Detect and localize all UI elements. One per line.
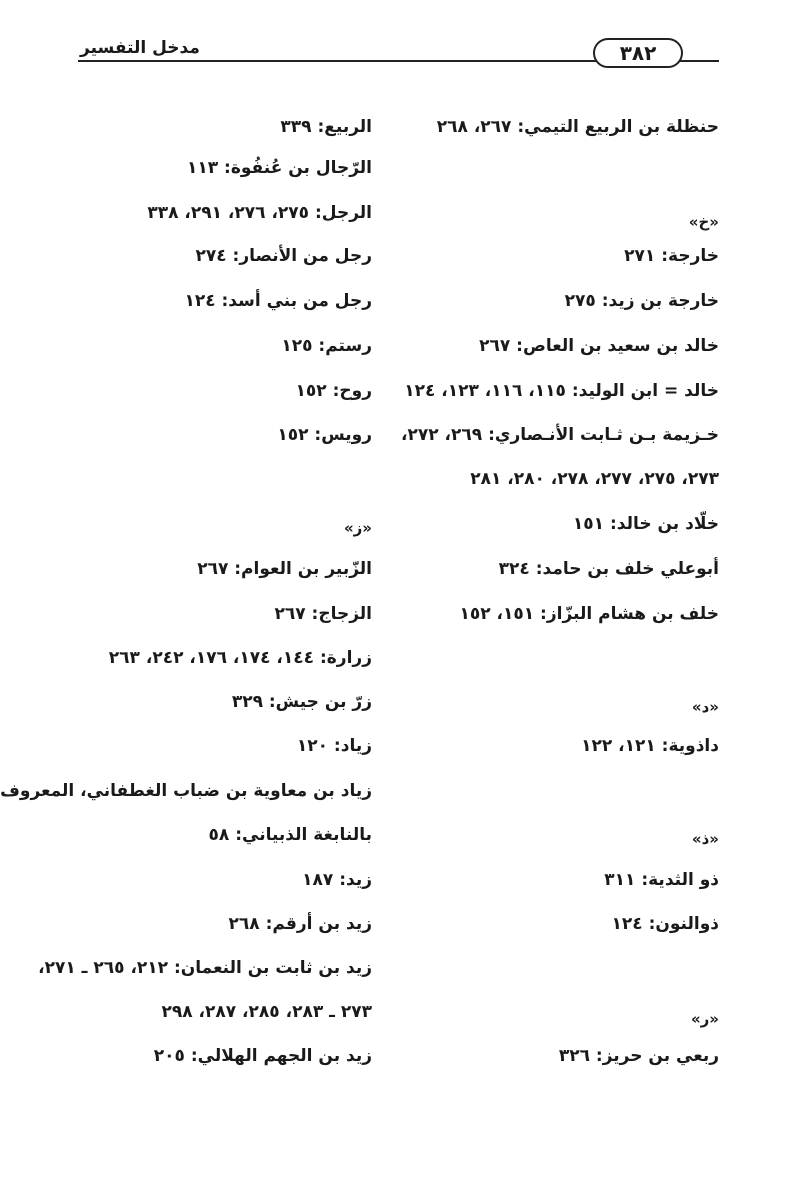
index-entry: روح: ١٥٢ — [295, 381, 372, 401]
index-entry: خالد بن سعيد بن العاص: ٢٦٧ — [479, 336, 719, 356]
index-entry: زرارة: ١٤٤، ١٧٤، ١٧٦، ٢٤٢، ٢٦٣ — [108, 648, 372, 668]
letter-heading: «ز» — [343, 519, 372, 537]
index-entry: داذوية: ١٢١، ١٢٢ — [581, 736, 719, 756]
index-entry: رستم: ١٢٥ — [281, 336, 372, 356]
index-entry: زيد بن أرقم: ٢٦٨ — [228, 914, 372, 934]
index-entry: ربعي بن حريز: ٣٢٦ — [558, 1046, 719, 1066]
letter-heading: «ر» — [690, 1010, 719, 1028]
letter-heading: «ذ» — [691, 830, 719, 848]
index-entry-continuation: ٢٧٣، ٢٧٥، ٢٧٧، ٢٧٨، ٢٨٠، ٢٨١ — [470, 469, 719, 489]
running-header-title: مدخل التفسير — [80, 38, 200, 58]
index-entry: الربيع: ٣٣٩ — [280, 117, 372, 137]
index-entry-continuation: بالنابغة الذبياني: ٥٨ — [208, 825, 372, 845]
index-entry: حنظلة بن الربيع التيمي: ٢٦٧، ٢٦٨ — [436, 117, 719, 137]
index-entry: زياد: ١٢٠ — [296, 736, 372, 756]
index-entry: خلّاد بن خالد: ١٥١ — [572, 514, 719, 534]
index-entry: رجل من بني أسد: ١٢٤ — [184, 291, 372, 311]
index-entry: الرّجال بن عُنفُوة: ١١٣ — [186, 158, 372, 178]
index-entry: خلف بن هشام البزّاز: ١٥١، ١٥٢ — [459, 604, 719, 624]
index-entry: زيد بن ثابت بن النعمان: ٢١٢، ٢٦٥ ـ ٢٧١، — [38, 958, 372, 978]
index-entry: رويس: ١٥٢ — [277, 425, 372, 445]
index-entry: الزّبير بن العوام: ٢٦٧ — [197, 559, 372, 579]
index-entry: خارجة بن زيد: ٢٧٥ — [564, 291, 719, 311]
letter-heading: «د» — [691, 698, 719, 716]
index-entry: خـزيمة بـن ثـابت الأنـصاري: ٢٦٩، ٢٧٢، — [401, 425, 719, 445]
index-entry: زرّ بن جيش: ٣٢٩ — [231, 692, 372, 712]
letter-heading: «خ» — [688, 213, 719, 231]
index-entry: زيد: ١٨٧ — [302, 870, 372, 890]
index-entry: خالد = ابن الوليد: ١١٥، ١١٦، ١٢٣، ١٢٤ — [404, 381, 719, 401]
index-entry: الرجل: ٢٧٥، ٢٧٦، ٢٩١، ٣٣٨ — [147, 203, 372, 223]
index-entry: زيد بن الجهم الهلالي: ٢٠٥ — [153, 1046, 372, 1066]
index-entry: خارجة: ٢٧١ — [624, 246, 719, 266]
page-number-badge: ٣٨٢ — [593, 38, 683, 68]
index-entry: الزجاج: ٢٦٧ — [274, 604, 372, 624]
index-entry: رجل من الأنصار: ٢٧٤ — [195, 246, 372, 266]
index-entry: أبوعلي خلف بن حامد: ٣٢٤ — [498, 559, 719, 579]
index-entry: ذوالنون: ١٢٤ — [611, 914, 719, 934]
index-entry: ذو الثدية: ٣١١ — [604, 870, 719, 890]
index-entry-continuation: ٢٧٣ ـ ٢٨٣، ٢٨٥، ٢٨٧، ٢٩٨ — [161, 1002, 372, 1022]
index-entry: زياد بن معاوية بن ضباب الغطفاني، المعروف — [0, 781, 372, 801]
